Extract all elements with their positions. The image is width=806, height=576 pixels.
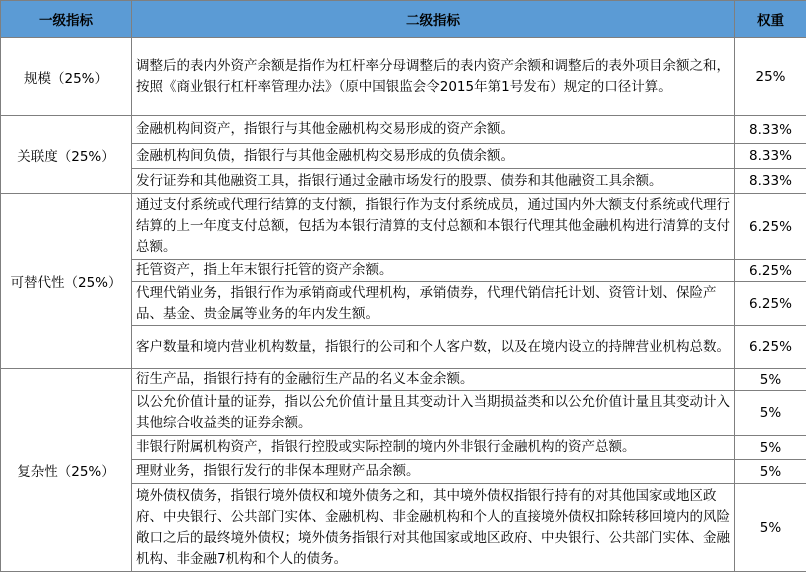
table-row (1, 369, 806, 391)
indicator-description: 通过支付系统或代理行结算的支付额，指银行作为支付系统成员，通过国内外大额支付系统或代理行结算的上一年度支付总额，包括为本银行清算的支付总额和本银行代理其他金融机构进行清算的支付总额。 (132, 194, 735, 260)
weight-cell: 6.25% (735, 194, 806, 260)
indicator-description: 托管资产，指上年末银行托管的资产余额。 (132, 260, 735, 282)
indicator-description: 理财业务，指银行发行的非保本理财产品余额。 (132, 460, 735, 484)
weight-cell: 5% (735, 460, 806, 484)
weight-cell: 6.25% (735, 260, 806, 282)
header-row (1, 1, 806, 38)
category-cell: 关联度（25%） (1, 116, 132, 194)
weight-cell: 6.25% (735, 282, 806, 326)
category-cell: 复杂性（25%） (1, 369, 132, 572)
indicator-description: 客户数量和境内营业机构数量，指银行的公司和个人客户数，以及在境内设立的持牌营业机构总数。 (132, 326, 735, 369)
header-level1: 一级指标 (1, 1, 132, 38)
header-weight: 权重 (735, 1, 806, 38)
weight-cell: 5% (735, 391, 806, 436)
table-row (1, 194, 806, 260)
category-cell: 规模（25%） (1, 38, 132, 116)
weight-cell: 5% (735, 484, 806, 572)
table-row (1, 116, 806, 144)
weight-cell: 5% (735, 436, 806, 460)
indicator-description: 金融机构间资产，指银行与其他金融机构交易形成的资产余额。 (132, 116, 735, 144)
weight-cell: 5% (735, 369, 806, 391)
indicator-description: 以公允价值计量的证券，指以公允价值计量且其变动计入当期损益类和以公允价值计量且其变动计入其他综合收益类的证券余额。 (132, 391, 735, 436)
indicator-description: 发行证券和其他融资工具，指银行通过金融市场发行的股票、债券和其他融资工具余额。 (132, 169, 735, 194)
weight-cell: 6.25% (735, 326, 806, 369)
indicator-description: 代理代销业务，指银行作为承销商或代理机构，承销债券，代理代销信托计划、资管计划、保险产品、基金、贵金属等业务的年内发生额。 (132, 282, 735, 326)
weight-cell: 8.33% (735, 116, 806, 144)
indicator-description: 金融机构间负债，指银行与其他金融机构交易形成的负债余额。 (132, 144, 735, 169)
table-row (1, 38, 806, 116)
indicator-description: 调整后的表内外资产余额是指作为杠杆率分母调整后的表内资产余额和调整后的表外项目余额之和，按照《商业银行杠杆率管理办法》（原中国银监会令2015年第1号发布）规定的口径计算。 (132, 38, 735, 116)
indicator-description: 境外债权债务，指银行境外债权和境外债务之和，其中境外债权指银行持有的对其他国家或地区政府、中央银行、公共部门实体、金融机构、非金融机构和个人的直接境外债权扣除转移回境内的风险敞口之后的最终境外债权；境外债务指银行对其他国家或地区政府、中央银行、公共部门实体、金融机构、非金融7机构和个人的债务。 (132, 484, 735, 572)
weight-cell: 8.33% (735, 144, 806, 169)
weight-cell: 8.33% (735, 169, 806, 194)
indicator-description: 衍生产品，指银行持有的金融衍生产品的名义本金余额。 (132, 369, 735, 391)
header-level2: 二级指标 (132, 1, 735, 38)
indicator-description: 非银行附属机构资产，指银行控股或实际控制的境内外非银行金融机构的资产总额。 (132, 436, 735, 460)
weight-cell: 25% (735, 38, 806, 116)
category-cell: 可替代性（25%） (1, 194, 132, 369)
